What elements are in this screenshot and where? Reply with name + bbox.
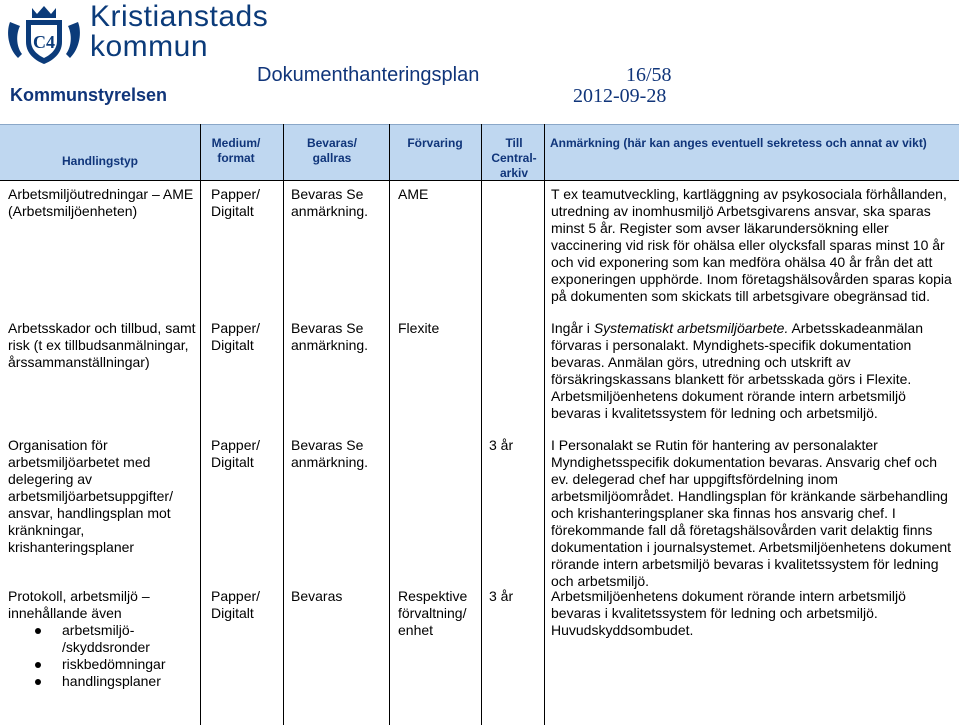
row-1-medium: Papper/ Digitalt — [211, 186, 261, 219]
column-header-medium: Medium/ format — [211, 136, 261, 165]
records-table — [0, 124, 959, 725]
list-item: /skyddsronder — [62, 639, 150, 655]
row-4-storage: Respektive förvaltning/ enhet — [398, 588, 468, 638]
row-1-note: T ex teamutveckling, kartläggning av psykosociala förhållanden, utredning av inomhusmiljö Arbetsgivarens ansvar, ska sparas minst 5 år. Register som avser läkarundersökning eller vaccinering vid risk för ohälsa eller olycksfall sparas minst 10 år och vid exponering som kan medföra ohälsa 40 år från det att exponeringen upphörde. Inom företagshälsovården sparas kopia på dokumenten som skickats till arbetsgivare obegränsad tid. — [551, 186, 952, 304]
row-4-retention: Bevaras — [291, 588, 343, 604]
header-divider — [0, 180, 959, 181]
bullet-icon — [35, 662, 41, 668]
row-3-type: Organisation för arbetsmiljöarbetet med delegering av arbetsmiljöarbetsuppgifter/ ansvar, handlingsplan mot kränkningar, krishanteringsplaner — [8, 437, 173, 555]
table-header-background — [0, 124, 959, 180]
row-3-retention: Bevaras Se anmärkning. — [291, 437, 369, 470]
organization-name: Kommunstyrelsen — [10, 85, 168, 105]
page-number: 16/58 — [626, 64, 672, 86]
row-4-bullet-list — [8, 622, 196, 690]
row-4-note: Arbetsmiljöenhetens dokument rörande intern arbetsmiljö bevaras i kvalitetssystem för ledning och arbetsmiljö. Huvudskyddsombudet. — [551, 588, 906, 638]
bullet-icon — [35, 628, 41, 634]
row-4-medium: Papper/ Digitalt — [211, 588, 261, 621]
row-4-archive: 3 år — [489, 588, 514, 604]
column-divider — [389, 124, 390, 725]
brand-line-2: kommun — [90, 30, 209, 63]
row-1-type: Arbetsmiljöutredningar – AME (Arbetsmiljöenheten) — [8, 186, 194, 219]
row-2-note-prefix: Ingår i — [551, 320, 594, 336]
column-header-type: Handlingstyp — [61, 154, 138, 168]
row-4-type — [8, 588, 196, 690]
list-item: riskbedömningar — [8, 656, 196, 673]
column-header-note: Anmärkning (här kan anges eventuell sekretess och annat av vikt) — [550, 136, 927, 150]
brand-name — [90, 2, 268, 62]
svg-text:C4: C4 — [33, 32, 55, 52]
row-3-note: I Personalakt se Rutin för hantering av personalakter Myndighetsspecifik dokumentation bevaras. Ansvarig chef och ev. delegerad chef har uppgiftsfördelning inom arbetsmiljöområdet. Handlingsplan för kränkande särbehandling och krishanteringsplaner ska finnas hos ansvarig chef. I förekommande fall då företagshälsovården varit delaktig finns dokumentation i journalsystemet. Arbetsmiljöenhetens dokument rörande intern arbetsmiljö bevaras i kvalitetssystem för ledning och arbetsmiljö. — [551, 437, 951, 589]
coat-of-arms-icon — [4, 4, 84, 66]
row-1-retention: Bevaras Se anmärkning. — [291, 186, 369, 219]
column-divider — [283, 124, 284, 725]
row-2-medium: Papper/ Digitalt — [211, 320, 261, 353]
row-2-type: Arbetsskador och tillbud, samt risk (t ex tillbudsanmälningar, årssammanställningar) — [8, 320, 196, 370]
column-header-retention: Bevaras/ gallras — [306, 136, 358, 165]
bullet-icon — [35, 679, 41, 685]
column-divider — [544, 124, 545, 725]
document-date: 2012-09-28 — [573, 85, 667, 107]
brand-line-1: Kristianstads — [90, 0, 269, 33]
row-4-type-label: Protokoll, arbetsmiljö – innehållande även — [8, 588, 150, 621]
column-divider — [200, 124, 201, 725]
row-2-note — [551, 320, 953, 422]
column-header-archive: Till Central-arkiv — [491, 136, 537, 180]
list-item: arbetsmiljö- — [8, 622, 196, 639]
row-2-note-body: Arbetsskadeanmälan förvaras i personalakt. Myndighets-specifik dokumentation bevaras. Anmälan görs, utredning och utskrift av försäkringskassans blankett för arbetsskada görs i Flexite. Arbetsmiljöenhetens dokument rörande intern arbetsmiljö bevaras i kvalitetssystem för ledning och arbetsmiljö. — [551, 320, 923, 421]
column-header-storage: Förvaring — [407, 136, 463, 150]
row-2-retention: Bevaras Se anmärkning. — [291, 320, 369, 353]
row-2-storage: Flexite — [398, 320, 440, 336]
row-2-note-emphasis: Systematiskt arbetsmiljöarbete. — [593, 320, 789, 336]
row-1-storage: AME — [398, 186, 429, 202]
column-divider — [481, 124, 482, 725]
list-item: handlingsplaner — [8, 673, 196, 690]
row-3-medium: Papper/ Digitalt — [211, 437, 261, 470]
document-title: Dokumenthanteringsplan — [257, 64, 480, 86]
row-3-archive: 3 år — [489, 437, 514, 453]
